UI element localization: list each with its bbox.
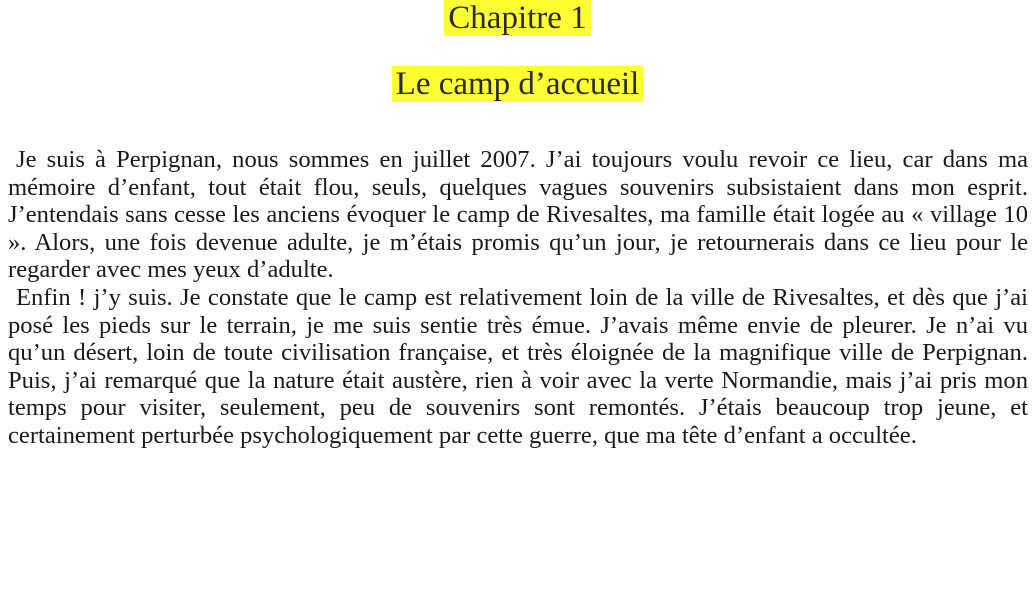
chapter-title <box>0 66 1035 102</box>
paragraph: Je suis à Perpignan, nous sommes en juillet 2007. J’ai toujours voulu revoir ce lieu, car dans ma mémoire d’enfant, tout était flou, seuls, quelques vagues souvenirs subsistaient dans mon esprit. J’entendais sans cesse les anciens évoquer le camp de Rivesaltes, ma famille était logée au « village 10 ». Alors, une fois devenue adulte, je m’étais promis qu’un jour, je retournerais dans ce lieu pour le regarder avec mes yeux d’adulte. <box>8 146 1028 284</box>
paragraph: Enfin ! j’y suis. Je constate que le camp est relativement loin de la ville de Rivesaltes, et dès que j’ai posé les pieds sur le terrain, je me suis sentie très émue. J’avais même envie de pleurer. Je n’ai vu qu’un désert, loin de toute civilisation française, et très éloignée de la magnifique ville de Perpignan. Puis, j’ai remarqué que la nature était austère, rien à voir avec la verte Normandie, mais j’ai pris mon temps pour visiter, seulement, peu de souvenirs sont remontés. J’étais beaucoup trop jeune, et certainement perturbée psychologiquement par cette guerre, que ma tête d’enfant a occultée. <box>8 283 1028 449</box>
body-text <box>8 146 1028 450</box>
chapter-heading <box>0 0 1035 36</box>
chapter-label: Chapitre 1 <box>444 0 590 36</box>
chapter-title-text: Le camp d’accueil <box>392 66 644 102</box>
